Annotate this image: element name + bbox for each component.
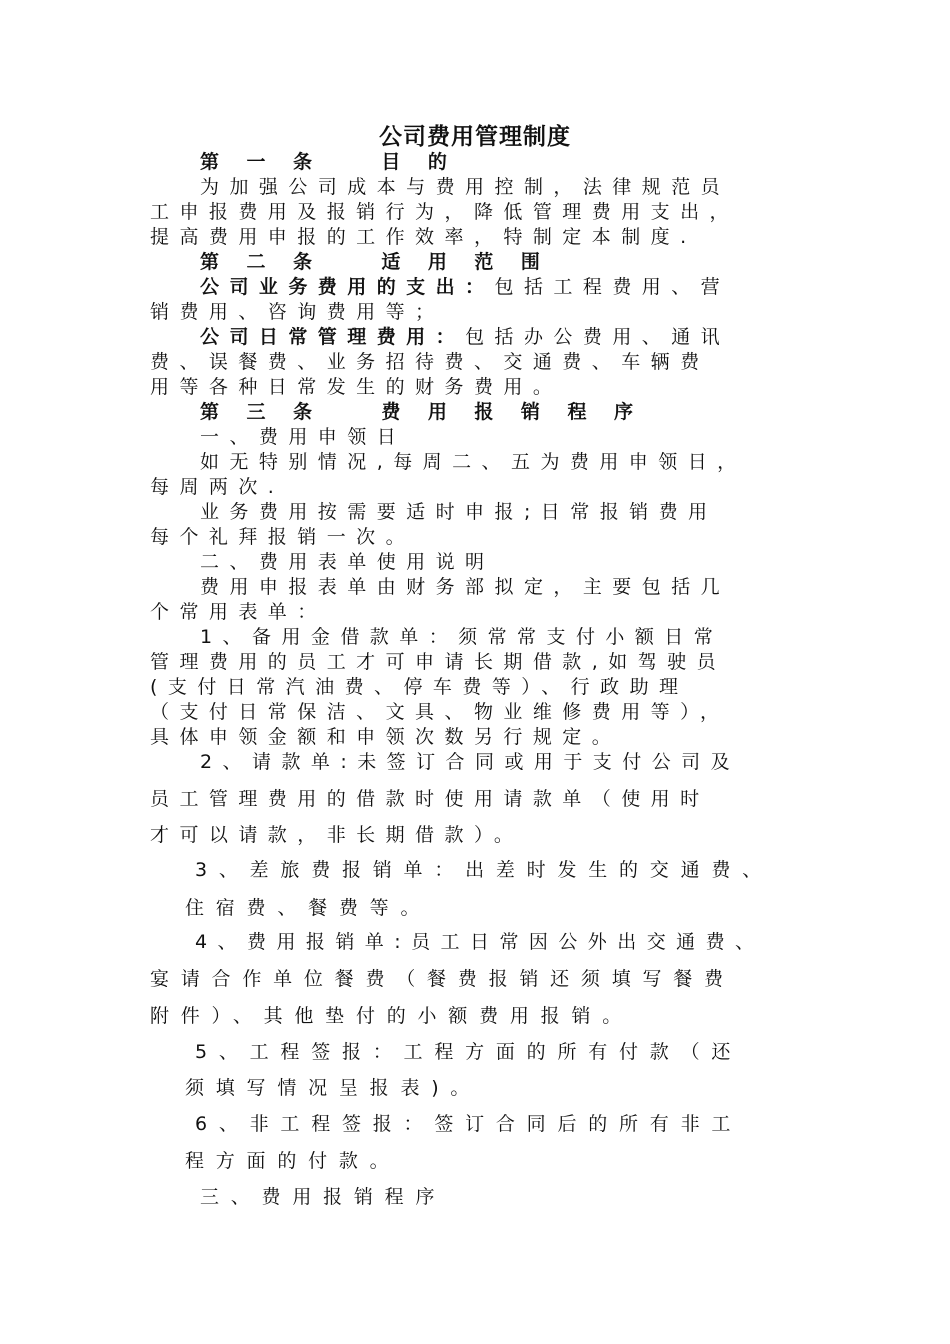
paragraph-line: 业务费用按需要适时申报;日常报销费用 bbox=[200, 501, 718, 523]
paragraph-line: 个常用表单： bbox=[150, 601, 327, 623]
section-heading: 二、费用表单使用说明 bbox=[200, 551, 495, 573]
paragraph-line: （支付日常保洁、文具、物业维修费用等）， bbox=[150, 701, 730, 723]
paragraph-line: 费、误餐费、业务招待费、交通费、车辆费 bbox=[150, 351, 710, 373]
paragraph-line: (支付日常汽油费、停车费等）、行政助理 bbox=[150, 676, 689, 698]
paragraph-line: 每周两次. bbox=[150, 476, 285, 498]
list-item: 4、费用报销单:员工日常因公外出交通费、 bbox=[195, 931, 765, 953]
paragraph-line: 住宿费、餐费等。 bbox=[185, 897, 432, 919]
paragraph-line: 用等各种日常发生的财务费用。 bbox=[150, 376, 563, 398]
list-item: 3、差旅费报销单：出差时发生的交通费、 bbox=[195, 859, 773, 881]
paragraph-line: 须填写情况呈报表)。 bbox=[185, 1077, 482, 1099]
article-3-heading: 第 三 条 费 用 报 销 程 序 bbox=[200, 401, 644, 423]
paragraph-line: 宴请合作单位餐费（餐费报销还须填写餐费 bbox=[150, 968, 735, 990]
page-title: 公司费用管理制度 bbox=[379, 124, 571, 150]
paragraph-line: 每个礼拜报销一次。 bbox=[150, 526, 416, 548]
list-item: 6、非工程签报：签订合同后的所有非工 bbox=[195, 1113, 743, 1135]
paragraph-line: 提高费用申报的工作效率，特制定本制度. bbox=[150, 226, 697, 248]
paragraph-line: 销费用、咨询费用等； bbox=[150, 301, 445, 323]
paragraph-text: 包括办公费用、通讯 bbox=[465, 326, 731, 348]
section-heading: 三、费用报销程序 bbox=[200, 1186, 447, 1208]
paragraph-line: 程方面的付款。 bbox=[185, 1150, 401, 1172]
article-2-heading: 第 二 条 适 用 范 围 bbox=[200, 251, 551, 273]
paragraph-line: 员工管理费用的借款时使用请款单（使用时 bbox=[150, 788, 710, 810]
paragraph-line: 为加强公司成本与费用控制，法律规范员 bbox=[200, 176, 731, 198]
list-item: 1、备用金借款单：须常常支付小额日常 bbox=[200, 626, 724, 648]
paragraph-line: 管理费用的员工才可申请长期借款,如驾驶员 bbox=[150, 651, 727, 673]
paragraph-text: 包括工程费用、营 bbox=[494, 276, 731, 298]
term-daily-management-expense: 公司日常管理费用： bbox=[200, 326, 466, 348]
paragraph-line: 附件）、其他垫付的小额费用报销。 bbox=[150, 1005, 633, 1027]
article-1-heading: 第 一 条 目 的 bbox=[200, 151, 458, 173]
list-item: 5、工程签报：工程方面的所有付款（还 bbox=[195, 1041, 743, 1063]
paragraph-line bbox=[200, 325, 730, 350]
paragraph-line: 如无特别情况,每周二、五为费用申领日， bbox=[200, 451, 747, 473]
paragraph-line: 才可以请款，非长期借款）。 bbox=[150, 824, 524, 846]
list-item: 2、请款单:未签订合同或用于支付公司及 bbox=[200, 751, 741, 773]
paragraph-line: 费用申报表单由财务部拟定，主要包括几 bbox=[200, 576, 731, 598]
section-heading: 一、费用申领日 bbox=[200, 426, 407, 448]
paragraph-line: 工申报费用及报销行为，降低管理费用支出， bbox=[150, 201, 740, 223]
paragraph-line bbox=[200, 275, 730, 300]
paragraph-line: 具体申领金额和申领次数另行规定。 bbox=[150, 726, 622, 748]
term-business-expense: 公司业务费用的支出： bbox=[200, 276, 495, 298]
